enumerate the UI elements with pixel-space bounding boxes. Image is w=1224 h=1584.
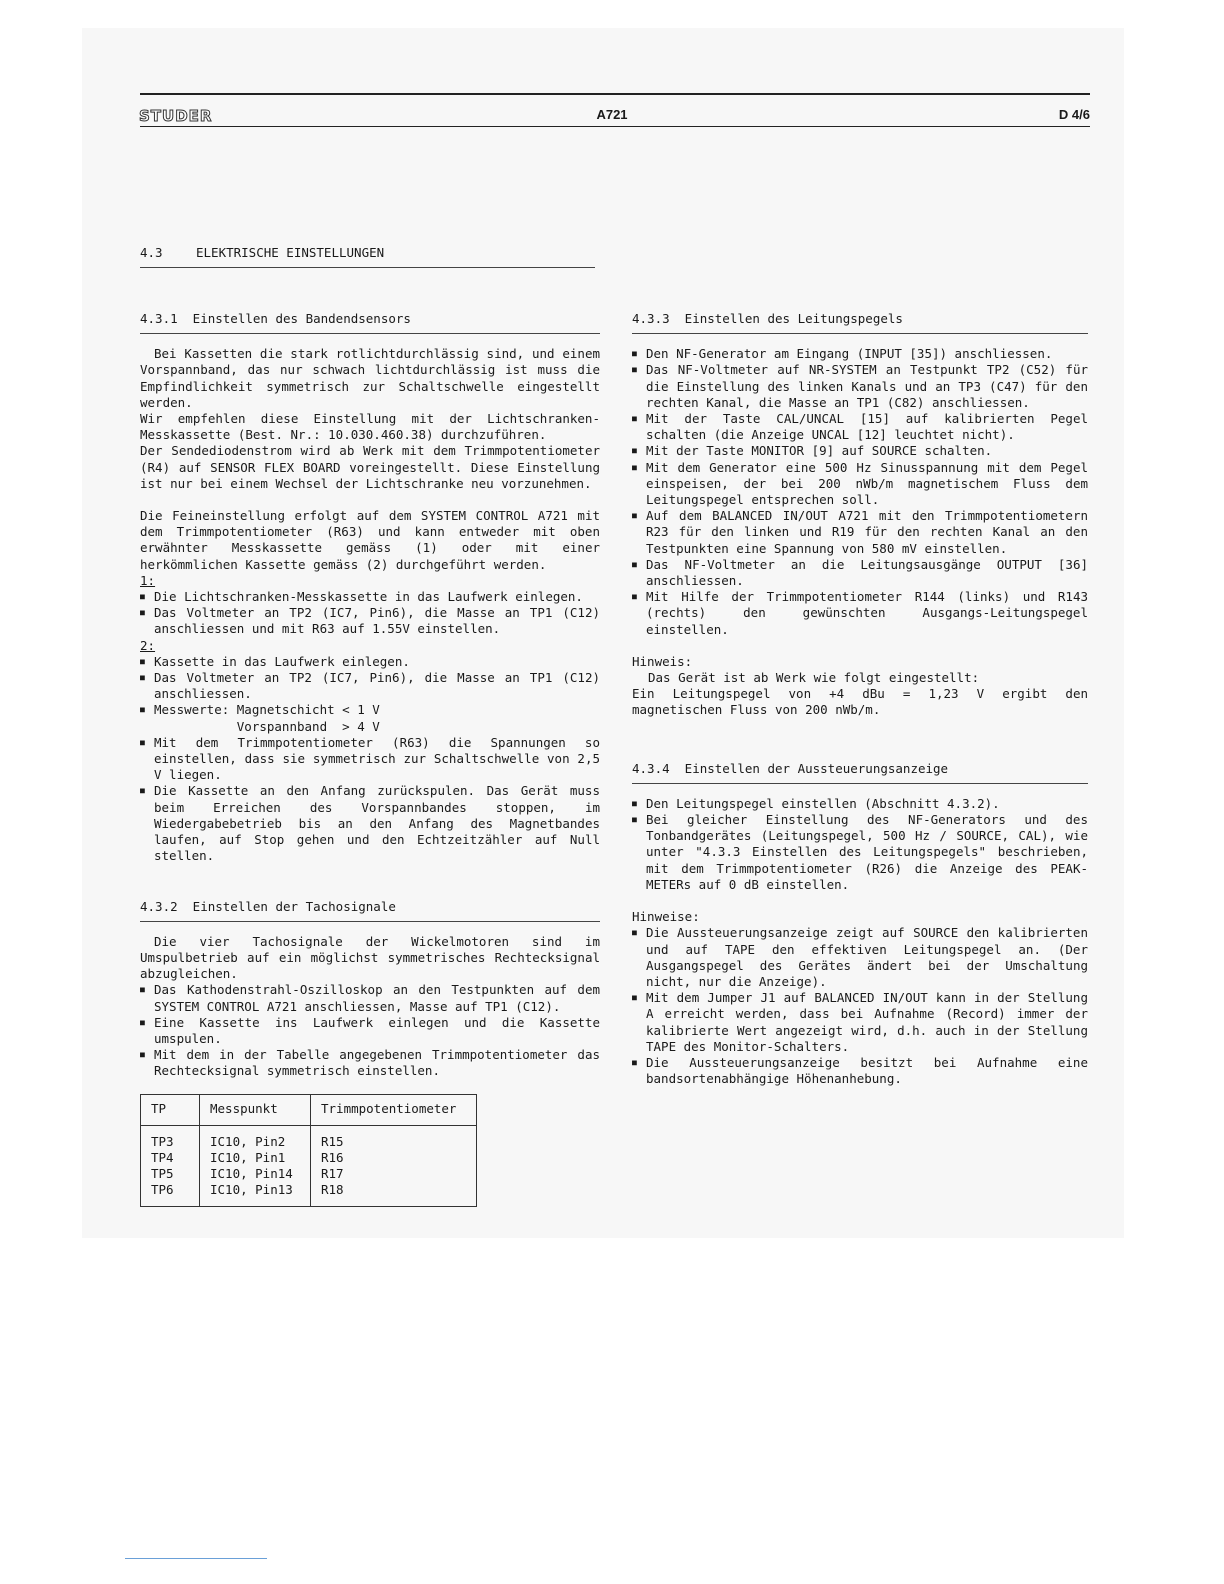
column-header: TP xyxy=(141,1094,200,1125)
column-header: Trimmpotentiometer xyxy=(311,1094,477,1125)
list-item: ■ Mit der Taste MONITOR [9] auf SOURCE schalten. xyxy=(632,443,1088,459)
table-cell: IC10, Pin13 xyxy=(200,1182,311,1207)
table-cell: R18 xyxy=(311,1182,477,1207)
table-cell: IC10, Pin1 xyxy=(200,1150,311,1166)
list-item: ■ Bei gleicher Einstellung des NF-Generators und des Tonbandgerätes (Leitungspegel, 500 Hz / SOURCE, CAL), wie unter "4.3.3 Einstellen des Leitungspegels" beschrieben, mit dem Trimmpotentiometer (R26) die Anzeige des PEAK-METERs auf 0 dB einstellen. xyxy=(632,812,1088,893)
procedure-label-1: 1: xyxy=(140,572,156,588)
list-item: ■ Die Lichtschranken-Messkassette in das Laufwerk einlegen. xyxy=(140,589,600,605)
list-item: ■ Das Kathodenstrahl-Oszilloskop an den Testpunkten auf dem SYSTEM CONTROL A721 anschliessen, Masse auf TP1 (C12). xyxy=(140,982,600,1014)
main-section-number: 4.3 xyxy=(140,245,163,260)
hint-title: Hinweis: xyxy=(632,653,693,669)
line-level-list xyxy=(632,346,1088,638)
list-item: ■ Die Aussteuerungsanzeige besitzt bei Aufnahme eine bandsortenabhängige Höhenanhebung. xyxy=(632,1055,1088,1087)
paragraph: Bei Kassetten die stark rotlichtdurchlässig sind, und einem Vorspannband, das nur schwach lichtdurchlässig ist muss die Empfindlichkeit symmetrisch zur Schaltschwelle eingestellt werden. xyxy=(140,346,600,410)
header-top-rule xyxy=(140,93,1090,95)
table-cell: IC10, Pin2 xyxy=(200,1125,311,1150)
list-item: ■ Das Voltmeter an TP2 (IC7, Pin6), die Masse an TP1 (C12) anschliessen und mit R63 auf 1.55V einstellen. xyxy=(140,605,600,637)
list-item: ■ Das NF-Voltmeter auf NR-SYSTEM an Testpunkt TP2 (C52) für die Einstellung des linken Kanals und an TP3 (C47) für den rechten Kanal, die Masse an TP1 (C82) anschliessen. xyxy=(632,362,1088,411)
table-cell: R16 xyxy=(311,1150,477,1166)
table-row xyxy=(141,1182,477,1207)
list-item: ■ Die Kassette an den Anfang zurückspulen. Das Gerät muss beim Erreichen des Vorspannbandes stoppen, im Wiedergabebetrieb bis an den Anfang des Magnetbandes laufen, auf Stop gehen und den Echtzeitzähler auf Null stellen. xyxy=(140,783,600,864)
procedure-list-2 xyxy=(140,654,600,865)
header-bottom-rule xyxy=(140,126,1090,127)
procedure-label-2: 2: xyxy=(140,637,156,653)
section-rule xyxy=(140,333,600,334)
measure-line: ■ Messwerte: Magnetschicht < 1 V xyxy=(154,702,380,718)
list-item: ■ Mit der Taste CAL/UNCAL [15] auf kalibrierten Pegel schalten (die Anzeige UNCAL [12] leuchtet nicht). xyxy=(632,411,1088,443)
paragraph: Wir empfehlen diese Einstellung mit der Lichtschranken-Messkassette (Best. Nr.: 10.030.460.38) durchzuführen. xyxy=(140,411,600,443)
table-row xyxy=(141,1166,477,1182)
table-header-row xyxy=(141,1094,477,1125)
section-433-heading: 4.3.3 Einstellen des Leitungspegels xyxy=(632,311,903,326)
hint-line: Das Gerät ist ab Werk wie folgt eingestellt: xyxy=(648,670,980,686)
right-column xyxy=(632,311,1088,1087)
list-item: ■ Eine Kassette ins Laufwerk einlegen und die Kassette umspulen. xyxy=(140,1015,600,1047)
main-section-title: ELEKTRISCHE EINSTELLUNGEN xyxy=(196,245,385,260)
list-item: ■ Mit dem in der Tabelle angegebenen Trimmpotentiometer das Rechtecksignal symmetrisch einstellen. xyxy=(140,1047,600,1079)
section-rule xyxy=(632,333,1088,334)
list-item: ■ Das NF-Voltmeter an die Leitungsausgänge OUTPUT [36] anschliessen. xyxy=(632,557,1088,589)
trimmpot-table xyxy=(140,1094,477,1207)
section-rule xyxy=(632,783,1088,784)
procedure-list-1 xyxy=(140,589,600,638)
list-item-measurements xyxy=(140,702,600,734)
table-row xyxy=(141,1150,477,1166)
page-number: D 4/6 xyxy=(1058,107,1090,122)
list-item: ■ Den NF-Generator am Eingang (INPUT [35]) anschliessen. xyxy=(632,346,1088,362)
section-431-heading: 4.3.1 Einstellen des Bandendsensors xyxy=(140,311,411,326)
section-434-heading: 4.3.4 Einstellen der Aussteuerungsanzeige xyxy=(632,760,949,776)
column-header: Messpunkt xyxy=(200,1094,311,1125)
list-item: ■ Das Voltmeter an TP2 (IC7, Pin6), die Masse an TP1 (C12) anschliessen. xyxy=(140,670,600,702)
paragraph: Die vier Tachosignale der Wickelmotoren sind im Umspulbetrieb auf ein möglichst symmetrisches Rechtecksignal abzugleichen. xyxy=(140,933,600,982)
table-cell: TP4 xyxy=(141,1150,200,1166)
table-cell: R15 xyxy=(311,1125,477,1150)
main-section-rule xyxy=(140,267,595,268)
section-432-heading: 4.3.2 Einstellen der Tachosignale xyxy=(140,898,396,914)
measure-line: Vorspannband > 4 V xyxy=(154,718,380,734)
list-item: ■ Mit dem Generator eine 500 Hz Sinusspannung mit dem Pegel einspeisen, der bei 200 nWb/m magnetischem Fluss dem Leitungspegel entsprechen soll. xyxy=(632,460,1088,509)
hint-line: Ein Leitungspegel von +4 dBu = 1,23 V ergibt den magnetischen Fluss von 200 nWb/m. xyxy=(632,686,1088,718)
footnote-line xyxy=(125,1558,267,1559)
paragraph: Der Sendediodenstrom wird ab Werk mit dem Trimmpotentiometer (R4) auf SENSOR FLEX BOARD voreingestellt. Diese Einstellung ist nur bei einem Wechsel der Lichtschranke neu vorzunehmen. xyxy=(140,443,600,491)
table-cell: TP3 xyxy=(141,1125,200,1150)
list-item: ■ Kassette in das Laufwerk einlegen. xyxy=(140,654,600,670)
left-column xyxy=(140,311,600,1207)
hints-title: Hinweise: xyxy=(632,909,700,925)
list-item: ■ Auf dem BALANCED IN/OUT A721 mit den Trimmpotentiometern R23 für den linken und R19 für den rechten Kanal an den Testpunkten eine Spannung von 580 mV einstellen. xyxy=(632,508,1088,557)
list-item: ■ Die Aussteuerungsanzeige zeigt auf SOURCE den kalibrierten und auf TAPE den effektiven Leitungspegel an. (Der Ausgangspegel des Gerätes ändert bei der Umschaltung nicht, nur die Anzeige). xyxy=(632,925,1088,990)
tacho-list xyxy=(140,982,600,1079)
section-rule xyxy=(140,921,600,922)
main-section-heading xyxy=(140,245,595,268)
list-item: ■ Mit Hilfe der Trimmpotentiometer R144 (links) und R143 (rechts) den gewünschten Ausgangs-Leitungspegel einstellen. xyxy=(632,589,1088,638)
list-item: ■ Mit dem Trimmpotentiometer (R63) die Spannungen so einstellen, dass sie symmetrisch zur Schaltschwelle von 2,5 V liegen. xyxy=(140,735,600,784)
table-cell: TP5 xyxy=(141,1166,200,1182)
studer-logo: STUDER xyxy=(139,107,213,125)
table-cell: TP6 xyxy=(141,1182,200,1207)
list-item: ■ Mit dem Jumper J1 auf BALANCED IN/OUT kann in der Stellung A erreicht werden, dass bei Aufnahme (Record) immer der kalibrierte Wert angezeigt wird, d.h. auch in der Stellung TAPE des Monitor-Schalters. xyxy=(632,990,1088,1055)
table-cell: R17 xyxy=(311,1166,477,1182)
table-cell: IC10, Pin14 xyxy=(200,1166,311,1182)
hints-list xyxy=(632,925,1088,1087)
list-item: ■ Den Leitungspegel einstellen (Abschnitt 4.3.2). xyxy=(632,796,1088,812)
model-name: A721 xyxy=(596,107,628,122)
paragraph: Die Feineinstellung erfolgt auf dem SYSTEM CONTROL A721 mit dem Trimmpotentiometer (R63) und kann entweder mit oben erwähnter Messkassette gemäss (1) oder mit einer herkömmlichen Kassette gemäss (2) durchgeführt werden. xyxy=(140,508,600,572)
meter-list xyxy=(632,796,1088,893)
table-row xyxy=(141,1125,477,1150)
